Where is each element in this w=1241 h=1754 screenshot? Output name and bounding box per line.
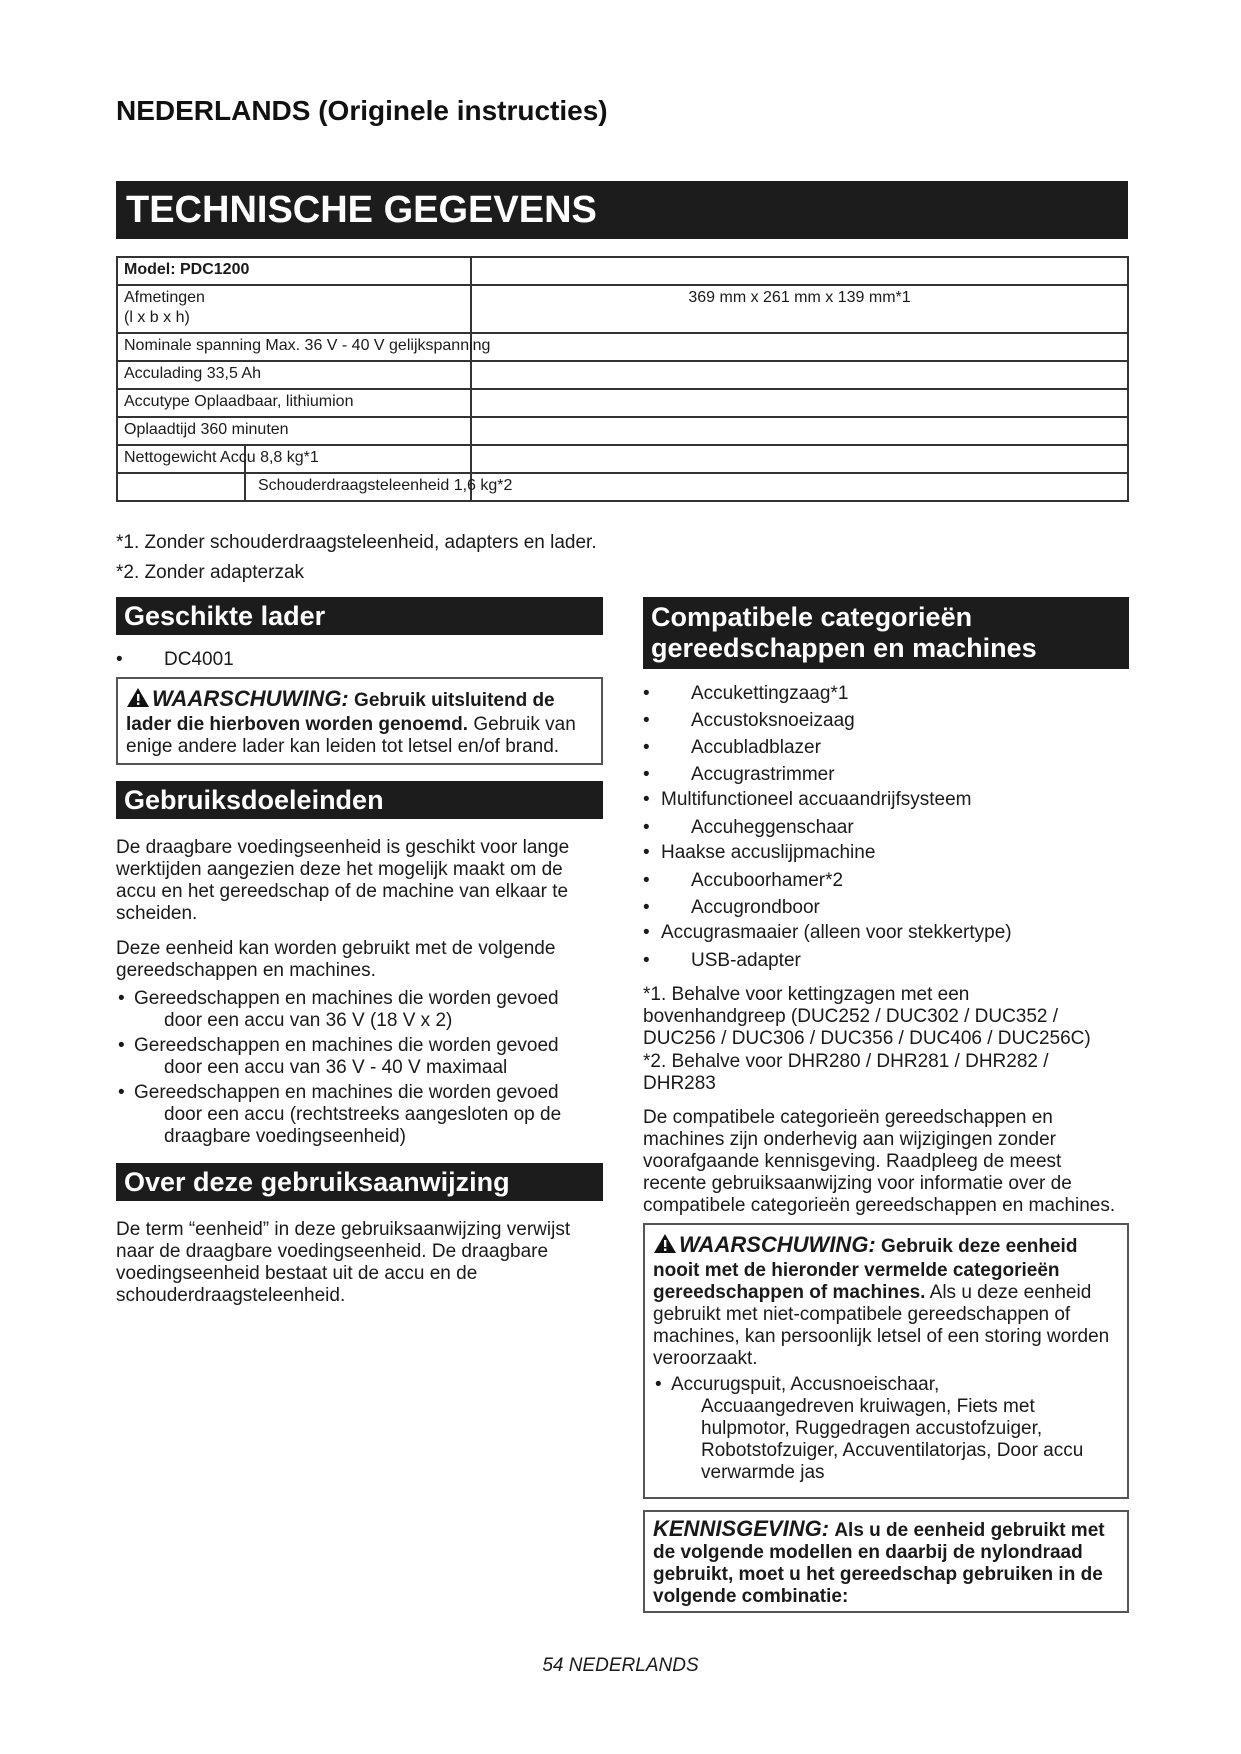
compatible-warning-head: WAARSCHUWING: — [679, 1232, 876, 1257]
charger-warning-bold: Gebruik uitsluitend de lader die hierboven worden genoemd. — [126, 690, 555, 735]
voltage-row: Nominale spanning Max. 36 V - 40 V gelijkspanning — [124, 337, 491, 354]
about-text: De term “eenheid” in deze gebruiksaanwijzing verwijst naar de draagbare voedingseenheid. De draagbare voedingseenheid bestaat uit de accu en de schouderdraagsteleenheid. — [116, 1219, 571, 1306]
model-label: Model: PDC1200 — [124, 261, 250, 278]
list-item: • Accubladblazer — [643, 734, 1129, 761]
spec-row-model — [117, 257, 1128, 285]
list-item: • Accuheggenschaar — [643, 814, 1129, 841]
list-item: • Accugrastrimmer — [643, 761, 1129, 788]
charger-warning-head: WAARSCHUWING: — [152, 686, 349, 711]
capacity-row: Acculading 33,5 Ah — [124, 365, 261, 382]
about-heading: Over deze gebruiksaanwijzing — [116, 1163, 603, 1201]
notice-box — [643, 1510, 1129, 1613]
charger-list — [116, 646, 596, 674]
charge-row: Oplaadtijd 360 minuten — [124, 421, 289, 438]
dimensions-value: 369 mm x 261 mm x 139 mm*1 — [688, 289, 911, 306]
compatible-note-2: *2. Behalve voor DHR280 / DHR281 / DHR282 / DHR283 — [643, 1051, 1049, 1094]
list-item: • Accugrondboor — [643, 894, 1129, 921]
spec-row-capacity — [117, 361, 1128, 389]
spec-row-type — [117, 389, 1128, 417]
language-title: NEDERLANDS (Originele instructies) — [116, 95, 608, 126]
charger-warning-box — [116, 677, 603, 765]
list-item: • DC4001 — [116, 646, 596, 674]
list-item: • Accugrasmaaier (alleen voor stekkertype) — [643, 921, 1129, 947]
charger-heading: Geschikte lader — [116, 597, 603, 635]
list-item: • Accukettingzaag*1 — [643, 680, 1129, 707]
list-item: • Gereedschappen en machines die worden gevoed door een accu van 36 V (18 V x 2) — [116, 988, 603, 1032]
warning-triangle-icon — [126, 687, 150, 714]
compatible-warning-box — [643, 1223, 1129, 1499]
spec-row-weight — [117, 445, 1128, 473]
notice-head: KENNISGEVING: — [653, 1516, 830, 1541]
purpose-list — [116, 988, 603, 1148]
spec-footnote-2: *2. Zonder adapterzak — [116, 562, 305, 583]
incompatible-list — [653, 1374, 1119, 1484]
list-item: • Gereedschappen en machines die worden gevoed door een accu (rechtstreeks aangesloten op de draagbare voedingseenheid) — [116, 1082, 603, 1148]
warning-triangle-icon — [653, 1233, 677, 1260]
purpose-para-1: De draagbare voedingseenheid is geschikt voor lange werktijden aangezien deze het mogelijk maakt om de accu en het gereedschap of de machine van elkaar te scheiden. — [116, 837, 570, 924]
list-item: • Haakse accuslijpmachine — [643, 841, 1129, 867]
spec-row-charge — [117, 417, 1128, 445]
compatible-warning-bold: Gebruik deze eenheid nooit met de hieronder vermelde categorieën gereedschappen of machines. — [653, 1236, 1078, 1303]
dimensions-sublabel: (l x b x h) — [124, 309, 190, 326]
spec-row-voltage — [117, 333, 1128, 361]
spec-table — [116, 256, 1129, 502]
list-item: • Multifunctioneel accuaandrijfsysteem — [643, 788, 1129, 814]
spec-row-harness — [117, 473, 1128, 501]
harness-row: Schouderdraagsteleenheid 1,6 kg*2 — [258, 477, 513, 494]
charger-warning-text: Gebruik van enige andere lader kan leiden tot letsel en/of brand. — [126, 714, 576, 757]
purpose-para-2: Deze eenheid kan worden gebruikt met de volgende gereedschappen en machines. — [116, 938, 556, 981]
specs-heading: TECHNISCHE GEGEVENS — [116, 181, 1128, 239]
dimensions-label: Afmetingen — [124, 289, 205, 306]
type-row: Accutype Oplaadbaar, lithiumion — [124, 393, 354, 410]
spec-row-dimensions — [117, 285, 1128, 333]
compatible-warning-text: Als u deze eenheid gebruikt met niet-compatibele gereedschappen of machines, kan persoonlijk letsel of een storing worden veroorzaakt. — [653, 1282, 1110, 1369]
notice-bold: Als u de eenheid gebruikt met de volgende modellen en daarbij de nylondraad gebruikt, moet u het gereedschap gebruiken in de volgende combinatie: — [653, 1520, 1105, 1607]
compatible-heading: Compatibele categorieën gereedschappen en machines — [643, 597, 1129, 669]
spec-footnote-1: *1. Zonder schouderdraagsteleenheid, adapters en lader. — [116, 532, 597, 553]
compatible-note-1: *1. Behalve voor kettingzagen met een bovenhandgreep (DUC252 / DUC302 / DUC352 / DUC256 / DUC306 / DUC356 / DUC406 / DUC256C) — [643, 984, 1091, 1049]
compatible-list — [643, 680, 1129, 974]
list-item: • Accuboorhamer*2 — [643, 867, 1129, 894]
list-item: • Accurugspuit, Accusnoeischaar, Accuaangedreven kruiwagen, Fiets met hulpmotor, Ruggedragen accustofzuiger, Robotstofzuiger, Accuventilatorjas, Door accu verwarmde jas — [653, 1374, 1119, 1484]
list-item: • USB-adapter — [643, 947, 1129, 974]
page-number: 54 NEDERLANDS — [542, 1655, 699, 1676]
list-item: • Gereedschappen en machines die worden gevoed door een accu van 36 V - 40 V maximaal — [116, 1035, 603, 1079]
purpose-heading: Gebruiksdoeleinden — [116, 781, 603, 819]
list-item: • Accustoksnoeizaag — [643, 707, 1129, 734]
weight-row: Nettogewicht Accu 8,8 kg*1 — [124, 449, 319, 466]
compatible-para: De compatibele categorieën gereedschappen en machines zijn onderhevig aan wijzigingen zonder voorafgaande kennisgeving. Raadpleeg de meest recente gebruiksaanwijzing voor informatie over de compatibele categorieën gereedschappen en machines. — [643, 1107, 1116, 1216]
